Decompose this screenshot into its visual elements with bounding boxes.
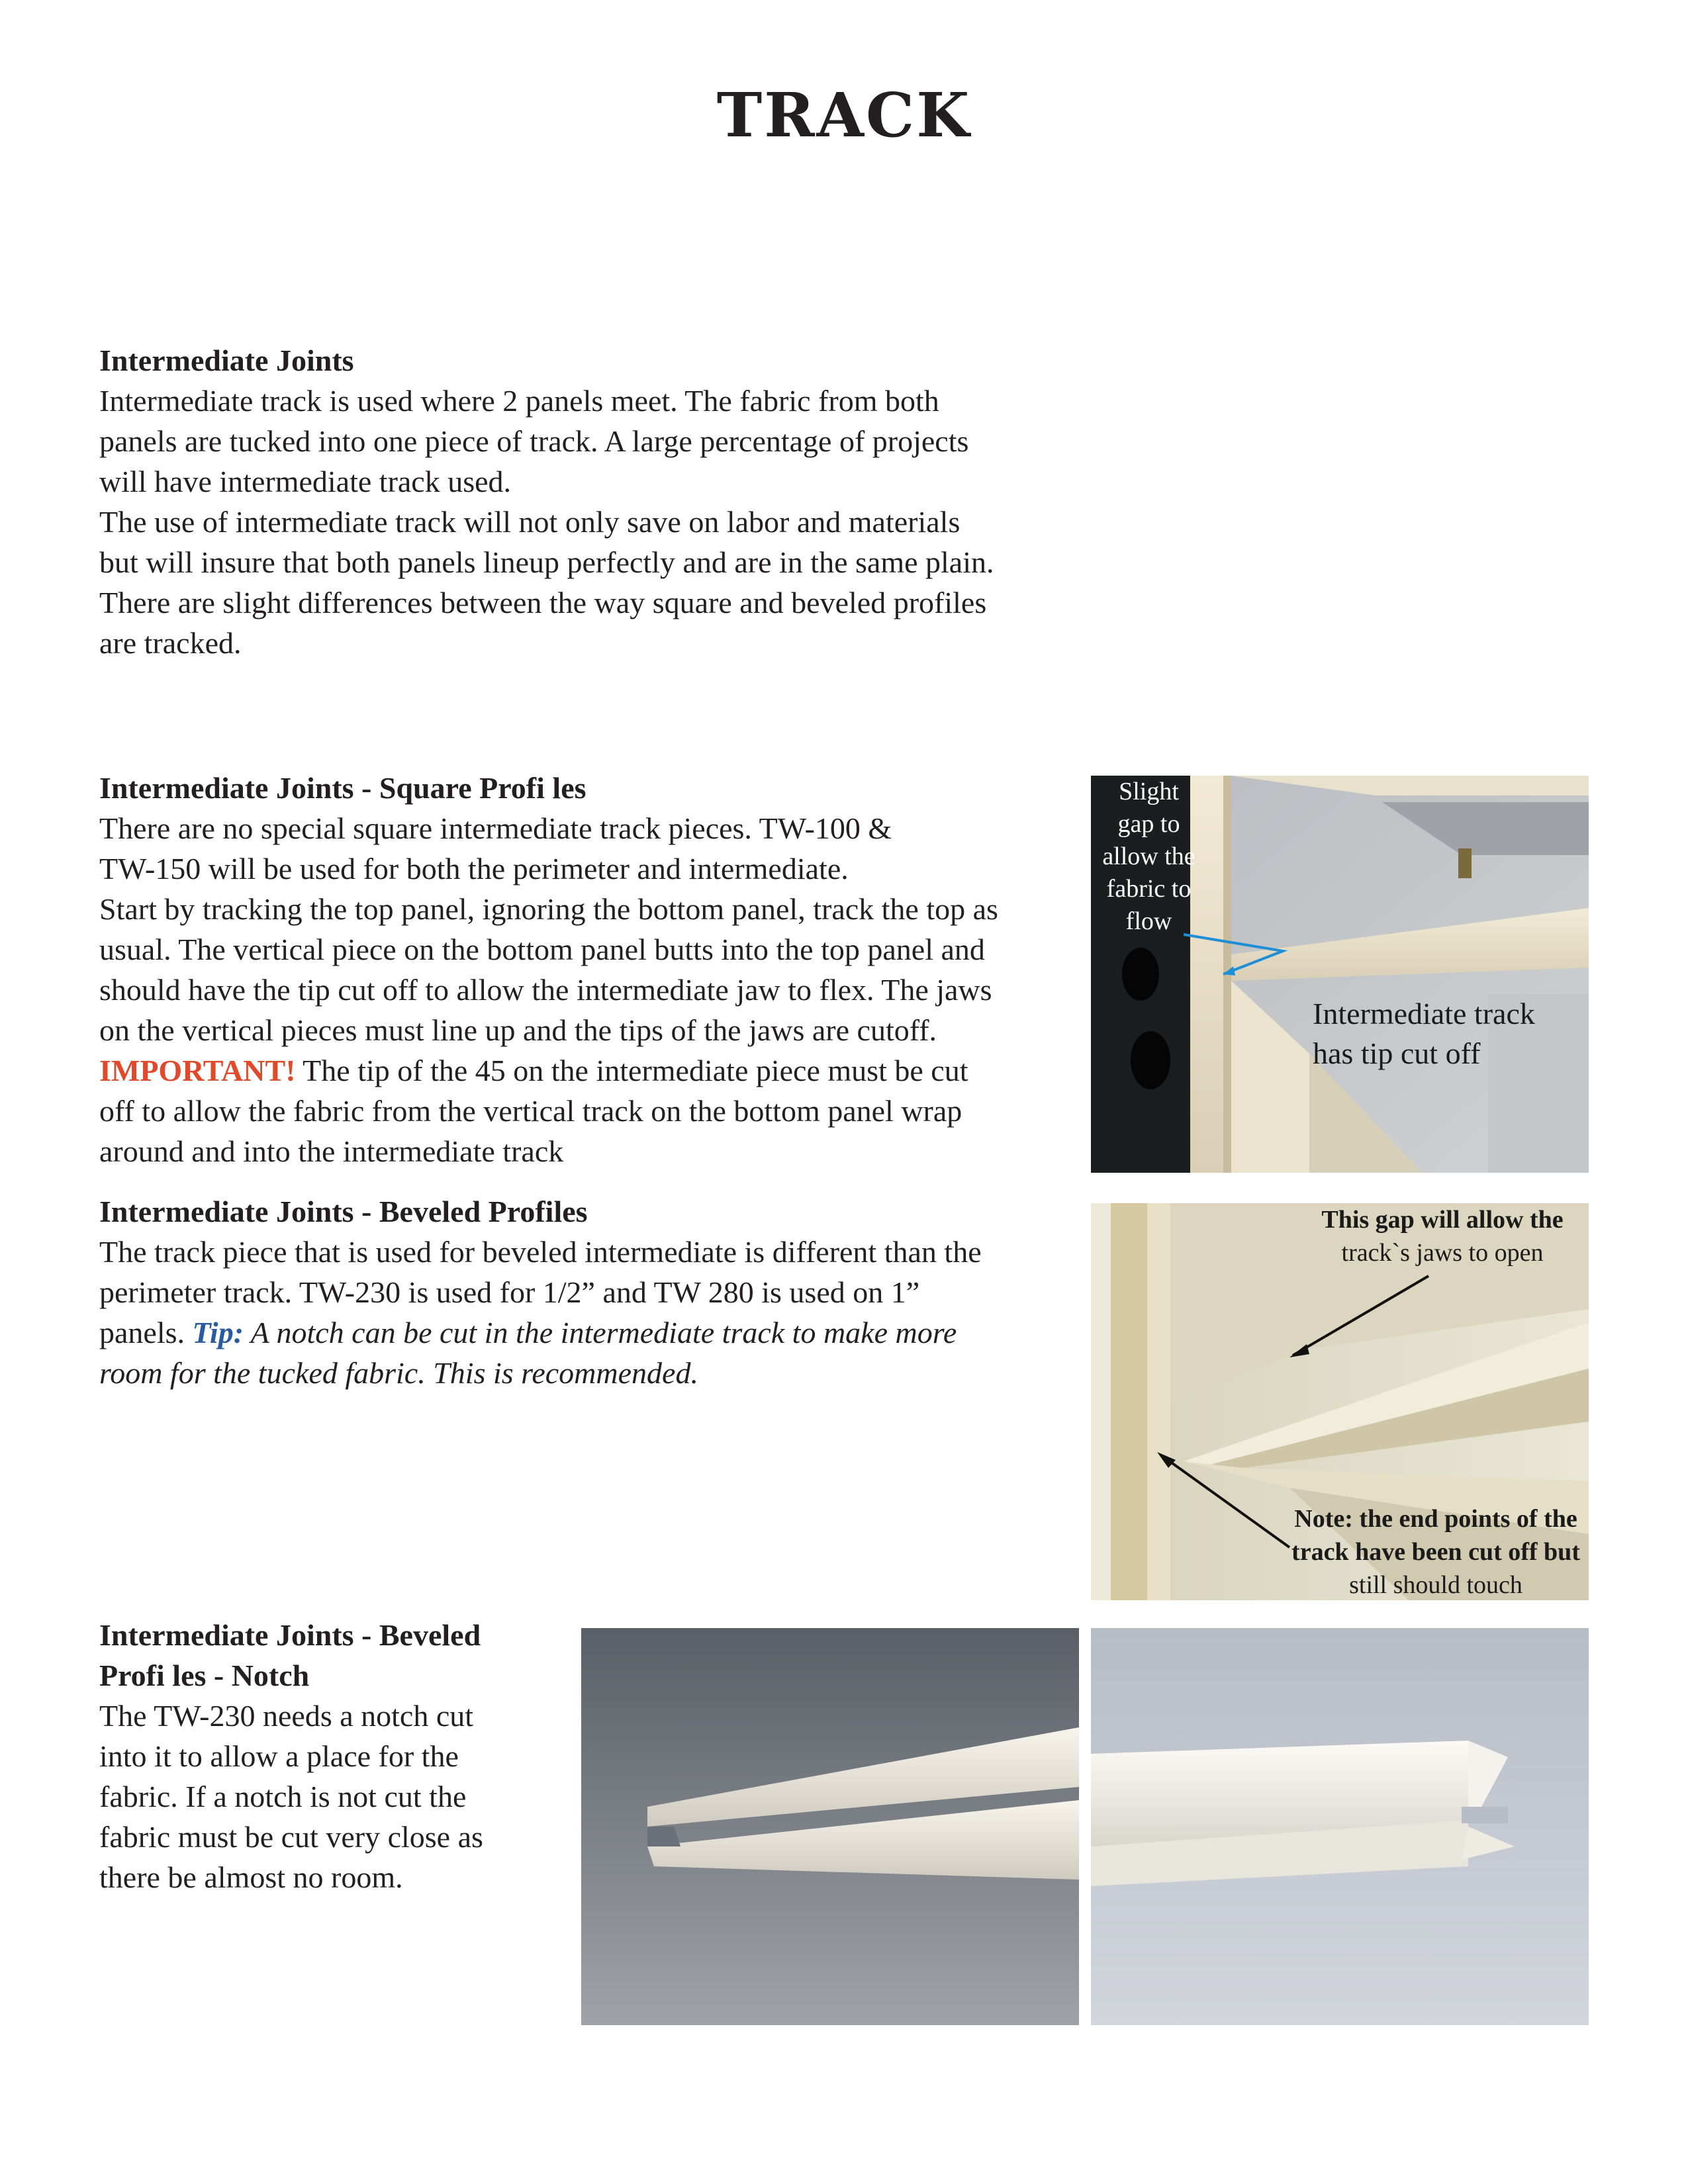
body-line: There are no special square intermediate track pieces. TW-100 &: [99, 811, 892, 845]
tip-text: room for the tucked fabric. This is recommended.: [99, 1356, 698, 1390]
caption-gap-open: This gap will allow the track`s jaws to open: [1321, 1206, 1564, 1267]
body-line: on the vertical pieces must line up and the tips of the jaws are cutoff.: [99, 1013, 937, 1047]
body-line: there be almost no room.: [99, 1860, 403, 1894]
body-line: usual. The vertical piece on the bottom panel butts into the top panel and: [99, 933, 985, 966]
important-label: IMPORTANT!: [99, 1054, 296, 1087]
body-line: The track piece that is used for beveled intermediate is different than the: [99, 1235, 982, 1269]
tip-label: Tip:: [192, 1316, 244, 1349]
important-text: The tip of the 45 on the intermediate piece must be cut: [295, 1054, 968, 1087]
body-line: fabric. If a notch is not cut the: [99, 1780, 467, 1813]
body-line: around and into the intermediate track: [99, 1134, 564, 1168]
body-line: are tracked.: [99, 626, 242, 660]
photo-beveled-joint: [1091, 1203, 1589, 1600]
caption-end-points: Note: the end points of the track have been cut off but still should touch: [1291, 1505, 1580, 1599]
body-line: Intermediate track is used where 2 panels meet. The fabric from both: [99, 384, 939, 418]
section-heading-line: Profi les - Notch: [99, 1659, 310, 1692]
caption-gap: Slight gap to allow the fabric to flow: [1102, 778, 1196, 935]
photo-square-joint: [1091, 776, 1589, 1173]
section-heading-line: Intermediate Joints - Beveled: [99, 1618, 481, 1652]
section-intermediate-joints: [99, 340, 1158, 663]
body-line: will have intermediate track used.: [99, 465, 512, 498]
photo-notch-left-image: [581, 1628, 1079, 2025]
section-heading: Intermediate Joints - Beveled Profiles: [99, 1195, 588, 1228]
page-title: TRACK: [716, 79, 972, 151]
caption-tip: Intermediate track has tip cut off: [1313, 997, 1535, 1070]
photo-notch-right-image: [1091, 1628, 1589, 2025]
section-beveled-profiles: [99, 1191, 1092, 1393]
body-text: panels.: [99, 1316, 193, 1349]
body-line: but will insure that both panels lineup perfectly and are in the same plain.: [99, 545, 994, 579]
body-line: The TW-230 needs a notch cut: [99, 1699, 474, 1733]
body-line: fabric must be cut very close as: [99, 1820, 483, 1854]
tip-text: A notch can be cut in the intermediate track to make more: [244, 1316, 957, 1349]
photo-notch-right: [1091, 1628, 1589, 2025]
body-line: Start by tracking the top panel, ignoring the bottom panel, track the top as: [99, 892, 998, 926]
section-square-profiles: [99, 768, 1092, 1171]
photo-notch-left: [581, 1628, 1079, 2025]
body-line: into it to allow a place for the: [99, 1739, 459, 1773]
section-notch: [99, 1615, 563, 1897]
body-line: off to allow the fabric from the vertical track on the bottom panel wrap: [99, 1094, 962, 1128]
section-heading: Intermediate Joints - Square Profi les: [99, 771, 586, 805]
body-line: There are slight differences between the way square and beveled profiles: [99, 586, 987, 619]
body-line: [99, 1050, 1092, 1091]
section-heading: Intermediate Joints: [99, 343, 354, 377]
body-line: panels are tucked into one piece of track. A large percentage of projects: [99, 424, 969, 458]
body-line: perimeter track. TW-230 is used for 1/2” and TW 280 is used on 1”: [99, 1275, 920, 1309]
body-line: should have the tip cut off to allow the intermediate jaw to flex. The jaws: [99, 973, 992, 1007]
body-line: TW-150 will be used for both the perimeter and intermediate.: [99, 852, 849, 886]
body-line: [99, 1312, 1092, 1353]
body-line: The use of intermediate track will not only save on labor and materials: [99, 505, 961, 539]
arrow-icon: [1091, 776, 1589, 1173]
